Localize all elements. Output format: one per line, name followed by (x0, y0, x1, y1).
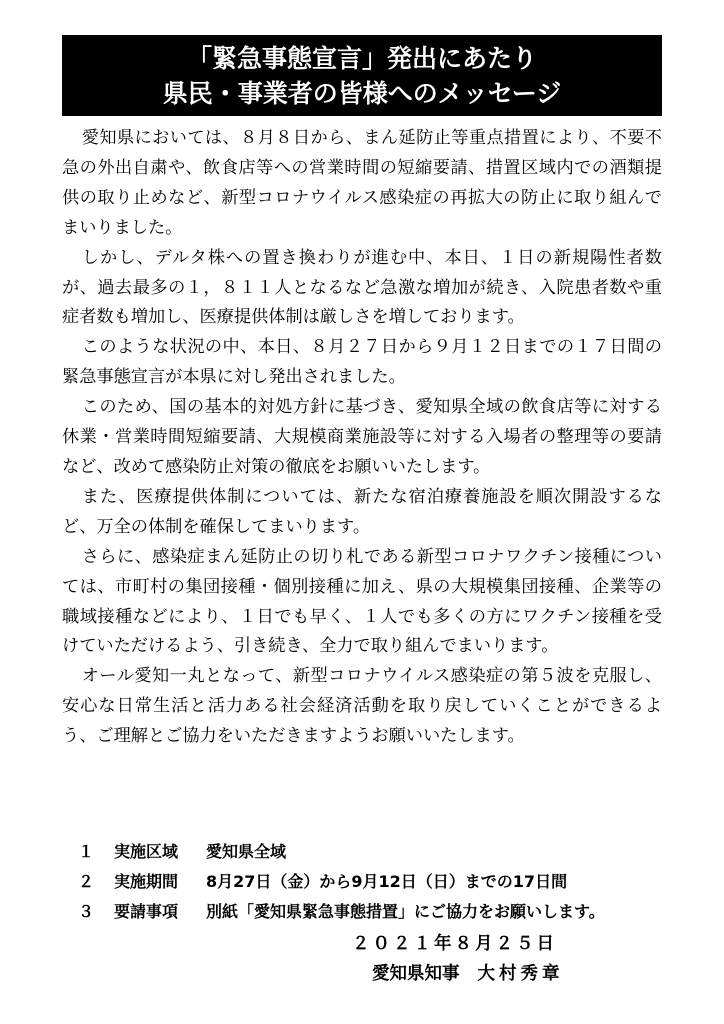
paragraph: しかし、デルタ株への置き換わりが進む中、本日、１日の新規陽性者数が、過去最多の１，８１１人となるなど急激な増加が続き、入院患者数や重症者数も増加し、医療提供体制は厳しさを増しております。 (62, 247, 662, 328)
item-value: 8月27日（金）から9月12日（日）までの17日間 (206, 872, 568, 891)
paragraph: オール愛知一丸となって、新型コロナウイルス感染症の第５波を克服し、安心な日常生活と活力ある社会経済活動を取り戻していくことができるよう、ご理解とご協力をいただきますようお願いいたします。 (62, 666, 662, 747)
paragraph: また、医療提供体制については、新たな宿泊療養施設を順次開設するなど、万全の体制を確保してまいります。 (62, 486, 662, 537)
item-value: 別紙「愛知県緊急事態措置」にご協力をお願いします。 (206, 902, 605, 921)
paragraph: このような状況の中、本日、８月２７日から９月１２日までの１７日間の緊急事態宣言が本県に対し発出されました。 (62, 337, 662, 388)
message-body (62, 124, 662, 752)
item-number: ３ (77, 902, 94, 921)
summary-item-period (62, 867, 672, 897)
signer-title: 愛知県知事 (372, 964, 460, 984)
summary-item-request (62, 897, 672, 927)
title-banner (62, 35, 662, 116)
signer-name: 大村秀章 (477, 964, 564, 984)
paragraph: さらに、感染症まん延防止の切り札である新型コロナワクチン接種については、市町村の集団接種・個別接種に加え、県の大規模集団接種、企業等の職域接種などにより、１日でも早く、１人でも多くの方にワクチン接種を受けていただけるよう、引き続き、全力で取り組んでまいります。 (62, 546, 662, 657)
title-line-1: 「緊急事態宣言」発出にあたり (186, 44, 537, 73)
signature-line (372, 959, 564, 989)
summary-list (62, 837, 672, 927)
item-number: １ (77, 842, 94, 861)
item-label: 実施区域 (114, 842, 179, 861)
paragraph: 愛知県においては、８月８日から、まん延防止等重点措置により、不要不急の外出自粛や、飲食店等への営業時間の短縮要請、措置区域内での酒類提供の取り止めなど、新型コロナウイルス感染症の再拡大の防止に取り組んでまいりました。 (62, 128, 662, 238)
issue-date: ２０２１年８月２５日 (352, 934, 557, 954)
summary-item-area (62, 837, 672, 867)
item-value: 愛知県全域 (206, 842, 287, 861)
item-label: 要請事項 (114, 902, 179, 921)
item-label: 実施期間 (114, 872, 179, 891)
item-number: ２ (77, 872, 94, 891)
paragraph: このため、国の基本的対処方針に基づき、愛知県全域の飲食店等に対する休業・営業時間短縮要請、大規模商業施設等に対する入場者の整理等の要請など、改めて感染防止対策の徹底をお願いいたします。 (62, 397, 662, 477)
title-line-2: 県民・事業者の皆様へのメッセージ (162, 79, 562, 108)
